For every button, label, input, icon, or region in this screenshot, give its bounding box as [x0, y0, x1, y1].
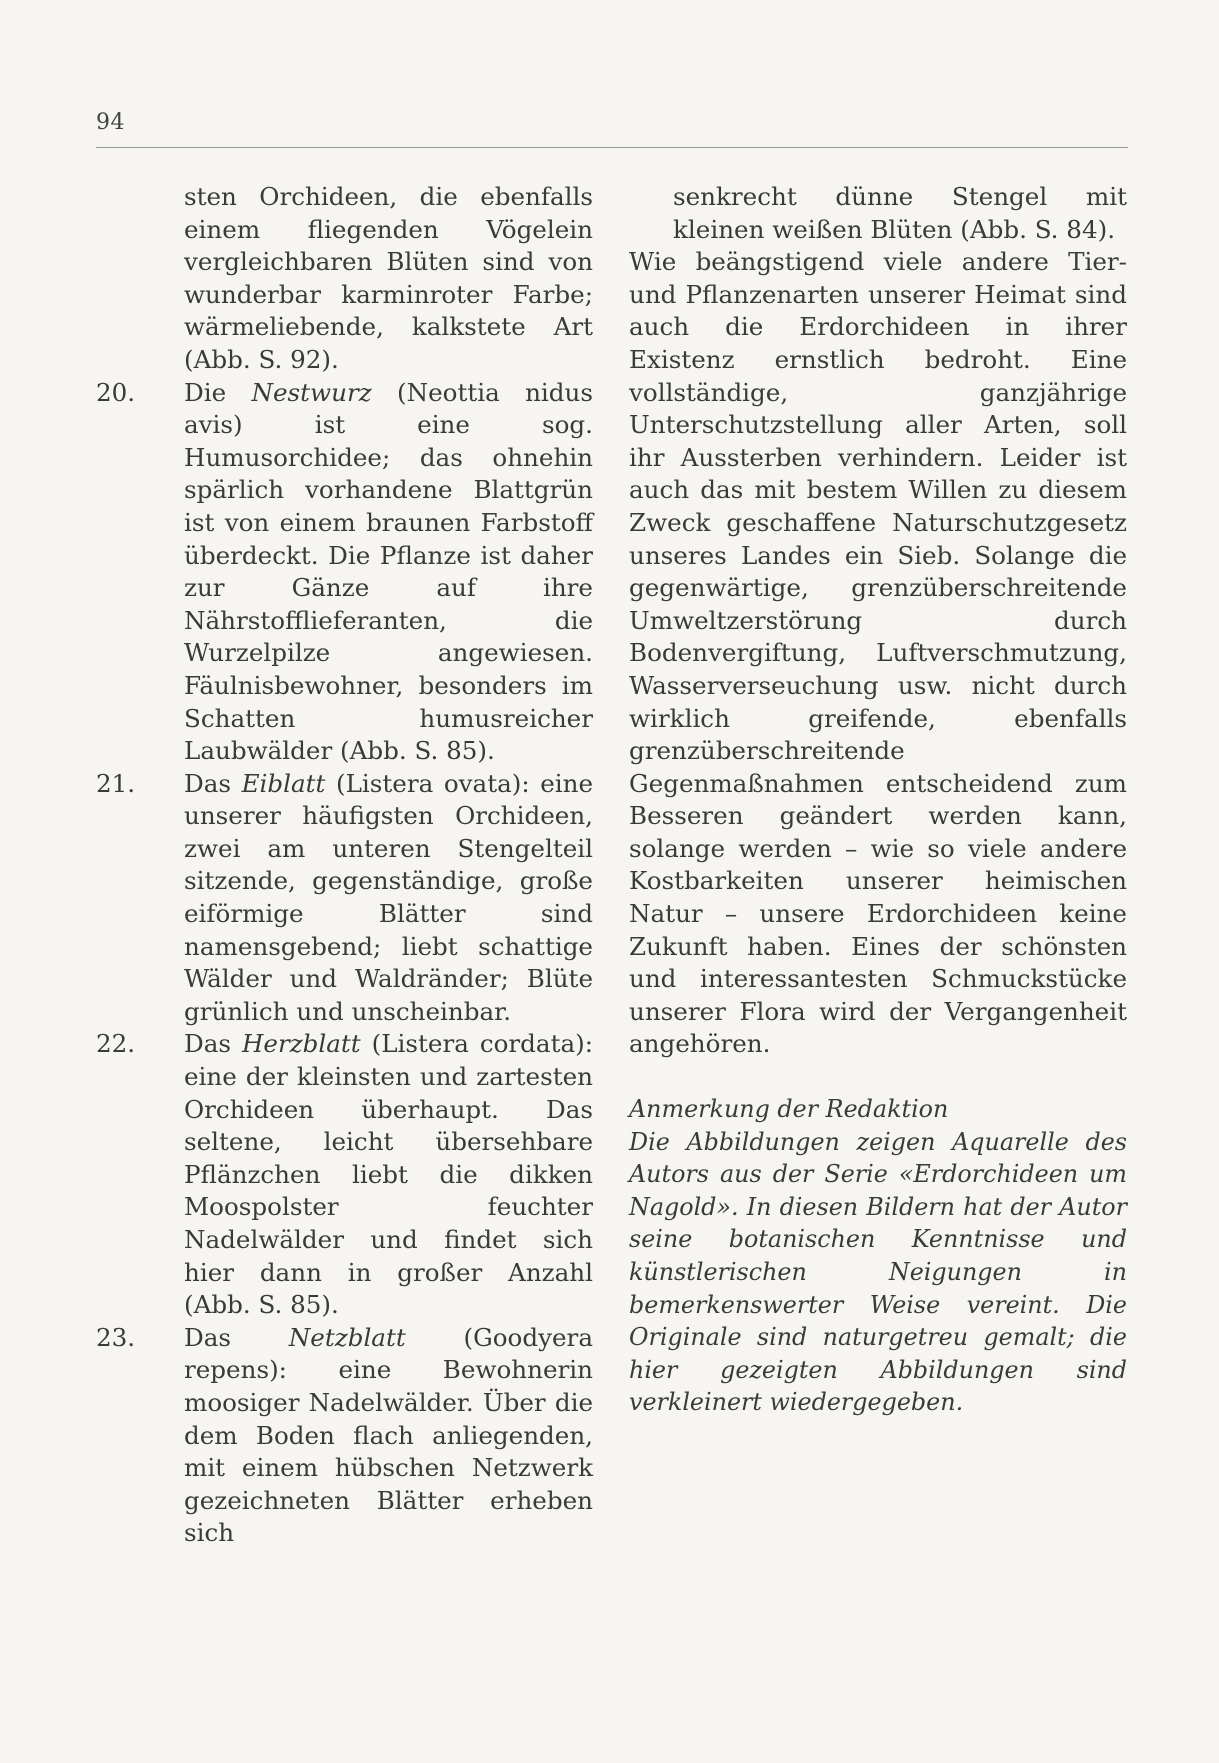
- right-continuation-text: senkrecht dünne Stengel mit kleinen weißen Blüten (Abb. S. 84).: [673, 182, 1127, 244]
- list-item-article: Das: [184, 1322, 289, 1352]
- list-item-article: Das: [184, 1029, 242, 1059]
- list-item-23: [96, 1322, 593, 1550]
- list-item-20: [96, 377, 593, 768]
- conservation-paragraph: Wie beängstigend viele andere Tier- und Pflanzenarten unserer Heimat sind auch die Erdorchideen in ihrer Existenz ernstlich bedroht. Eine vollständige, ganzjährige Unterschutzstellung aller Arten, soll ihr Aussterben verhindern. Leider ist auch das mit bestem Willen zu diesem Zweck geschaffene Naturschutzgesetz unseres Landes ein Sieb. Solange die gegenwärtige, grenzüberschreitende Umweltzerstörung durch Bodenvergiftung, Luftverschmutzung, Wasserverseuchung usw. nicht durch wirklich greifende, ebenfalls grenzüberschreitende Gegenmaßnahmen entscheidend zum Besseren geändert werden kann, solange werden – wie so viele andere Kostbarkeiten unserer heimischen Natur – unsere Erdorchideen keine Zukunft haben. Eines der schönsten und interessantesten Schmuckstücke unserer Flora wird der Vergangenheit angehören.: [629, 247, 1127, 1059]
- list-item-text: [184, 377, 593, 768]
- header-rule: [96, 147, 1128, 148]
- species-name: Eiblatt: [241, 768, 326, 798]
- editorial-note-body: Die Abbildungen zeigen Aquarelle des Autors aus der Serie «Erdorchideen um Nagold». In diesen Bildern hat der Autor seine botanischen Kenntnisse und künstlerischen Neigungen in bemerkenswerter Weise vereint. Die Originale sind naturgetreu gemalt; die hier gezeigten Abbildungen sind verkleinert wiedergegeben.: [629, 1127, 1127, 1417]
- list-item-text: [184, 768, 593, 1029]
- list-item-text: [184, 1028, 593, 1321]
- list-item-number: 23.: [96, 1322, 136, 1352]
- list-item-description: (Goodyera repens): eine Bewohnerin moosiger Nadelwälder. Über die dem Boden flach anliegenden, mit einem hübschen Netzwerk gezeichneten Blätter erheben sich: [184, 1322, 593, 1548]
- list-item-description: (Neottia nidus avis) ist eine sog. Humusorchidee; das ohnehin spärlich vorhandene Blattgrün ist von einem braunen Farbstoff überdeckt. Die Pflanze ist daher zur Gänze auf ihre Nährstofflieferanten, die Wurzelpilze angewiesen. Fäulnisbewohner, besonders im Schatten humusreicher Laubwälder (Abb. S. 85).: [184, 377, 593, 766]
- page-number: 94: [96, 110, 125, 135]
- list-item-text: [184, 1322, 593, 1550]
- editorial-note-title: Anmerkung der Redaktion: [629, 1095, 949, 1124]
- left-column: [96, 181, 594, 1550]
- list-item-number: 21.: [96, 768, 136, 798]
- list-item-description: (Listera cordata): eine der kleinsten und zartesten Orchideen überhaupt. Das seltene, leicht übersehbare Pflänzchen liebt die dikken Moospolster feuchter Nadelwälder und findet sich hier dann in großer Anzahl (Abb. S. 85).: [184, 1029, 593, 1320]
- list-item-22: [96, 1028, 593, 1321]
- list-item-article: Das: [184, 768, 242, 798]
- right-column: [629, 181, 1127, 1419]
- list-item-article: Die: [184, 377, 252, 407]
- editorial-note: [629, 1093, 1127, 1419]
- species-name: Herzblatt: [241, 1029, 361, 1059]
- list-item-description: (Listera ovata): eine unserer häufigsten Orchideen, zwei am unteren Stengelteil sitzende, gegenständige, große eiförmige Blätter sind namensgebend; liebt schattige Wälder und Waldränder; Blüte grünlich und unscheinbar.: [184, 768, 594, 1026]
- left-continuation-text: sten Orchideen, die ebenfalls einem fliegenden Vögelein vergleichbaren Blüten sind von wunderbar karminroter Farbe; wärmeliebende, kalkstete Art (Abb. S. 92).: [184, 182, 593, 374]
- species-name: Netzblatt: [288, 1322, 406, 1352]
- list-item-number: 20.: [96, 377, 136, 407]
- species-name: Nestwurz: [251, 377, 372, 407]
- list-item-number: 22.: [96, 1029, 136, 1059]
- list-item-21: [96, 768, 594, 1029]
